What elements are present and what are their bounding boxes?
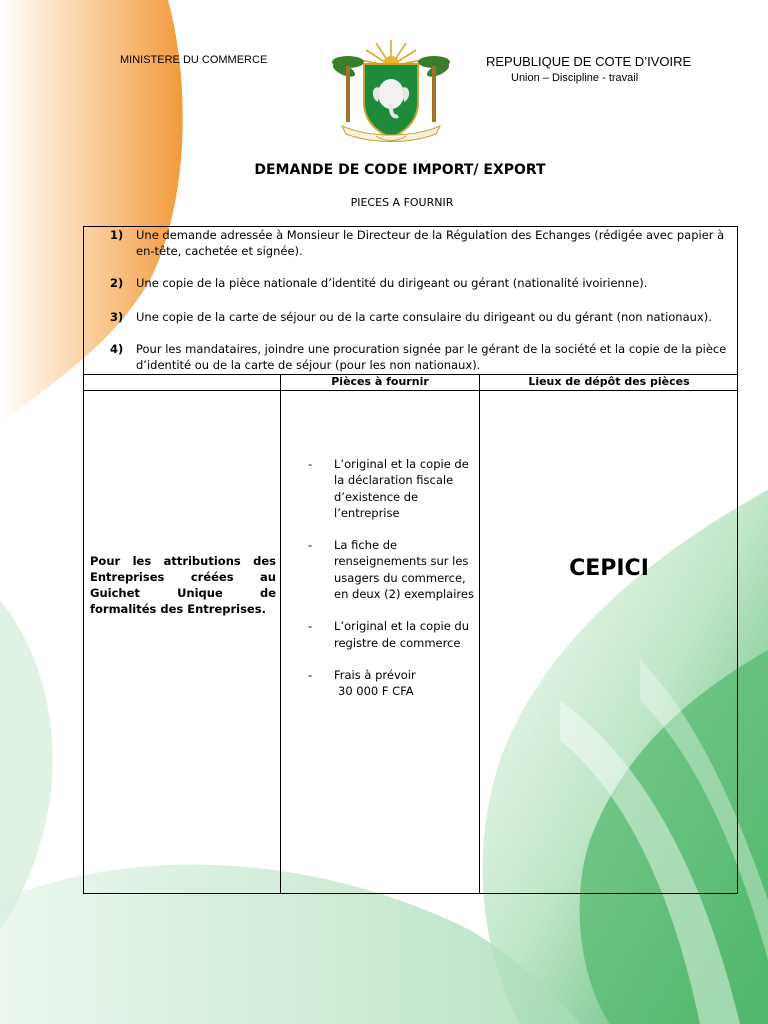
- pieces-list: [308, 456, 476, 716]
- requirement-text: Pour les mandataires, joindre une procuration signée par le gérant de la société et la copie de la pièce d’identité ou de la carte de séjour (pour les non nationaux).: [136, 342, 727, 372]
- document-title: DEMANDE DE CODE IMPORT/ EXPORT: [254, 162, 546, 178]
- fee-amount: 30 000 F CFA: [338, 684, 414, 699]
- requirement-number: 1): [110, 228, 124, 242]
- deposit-location: CEPICI: [569, 556, 649, 581]
- subtitle-text: PIECES A FOURNIR: [350, 196, 454, 209]
- requirement-text: Une copie de la pièce nationale d’identité du dirigeant ou gérant (nationalité ivoirienne).: [136, 276, 648, 290]
- list-dash: -: [308, 667, 313, 682]
- list-item: [308, 667, 476, 700]
- requirement-number: 2): [110, 276, 124, 290]
- entity-description-cell: Pour les attributions des Entreprises créées au Guichet Unique de formalités des Entreprises.: [90, 554, 276, 616]
- list-item: [308, 537, 476, 602]
- green-wave-left: [0, 600, 53, 930]
- piece-text: La fiche de renseignements sur les usagers du commerce, en deux (2) exemplaires: [334, 538, 474, 602]
- piece-text: L’original et la copie du registre de commerce: [334, 619, 470, 650]
- list-dash: -: [308, 457, 313, 471]
- table-divider: [83, 390, 738, 391]
- requirement-item: [110, 341, 730, 373]
- fee-label: Frais à prévoir: [334, 667, 416, 682]
- requirement-number: 4): [110, 342, 124, 356]
- list-dash: -: [308, 538, 313, 553]
- column-header-locations: Lieux de dépôt des pièces: [528, 375, 690, 388]
- column-header-pieces: Pièces à fournir: [331, 375, 429, 388]
- table-column-divider: [280, 374, 281, 894]
- ministry-label: MINISTERE DU COMMERCE: [120, 54, 268, 66]
- requirement-text: Une copie de la carte de séjour ou de la carte consulaire du dirigeant ou du gérant (non nationaux).: [136, 310, 712, 324]
- list-dash: -: [308, 619, 313, 634]
- list-item: [308, 618, 476, 651]
- table-column-divider: [479, 374, 480, 894]
- piece-text: L’original et la copie de la déclaration fiscale d’existence de l’entreprise: [334, 457, 469, 520]
- document-subtitle: [0, 196, 768, 209]
- requirement-item: [110, 309, 730, 325]
- motto-label: Union – Discipline - travail: [511, 72, 639, 84]
- requirement-item: [110, 227, 730, 259]
- coat-of-arms-icon: [330, 38, 452, 148]
- requirement-item: [110, 275, 730, 291]
- list-item: [308, 456, 476, 521]
- requirement-number: 3): [110, 310, 124, 324]
- requirement-text: Une demande adressée à Monsieur le Directeur de la Régulation des Echanges (rédigée avec papier à en-tête, cachetée et signée).: [136, 228, 725, 258]
- republic-label: REPUBLIQUE DE COTE D’IVOIRE: [486, 54, 692, 69]
